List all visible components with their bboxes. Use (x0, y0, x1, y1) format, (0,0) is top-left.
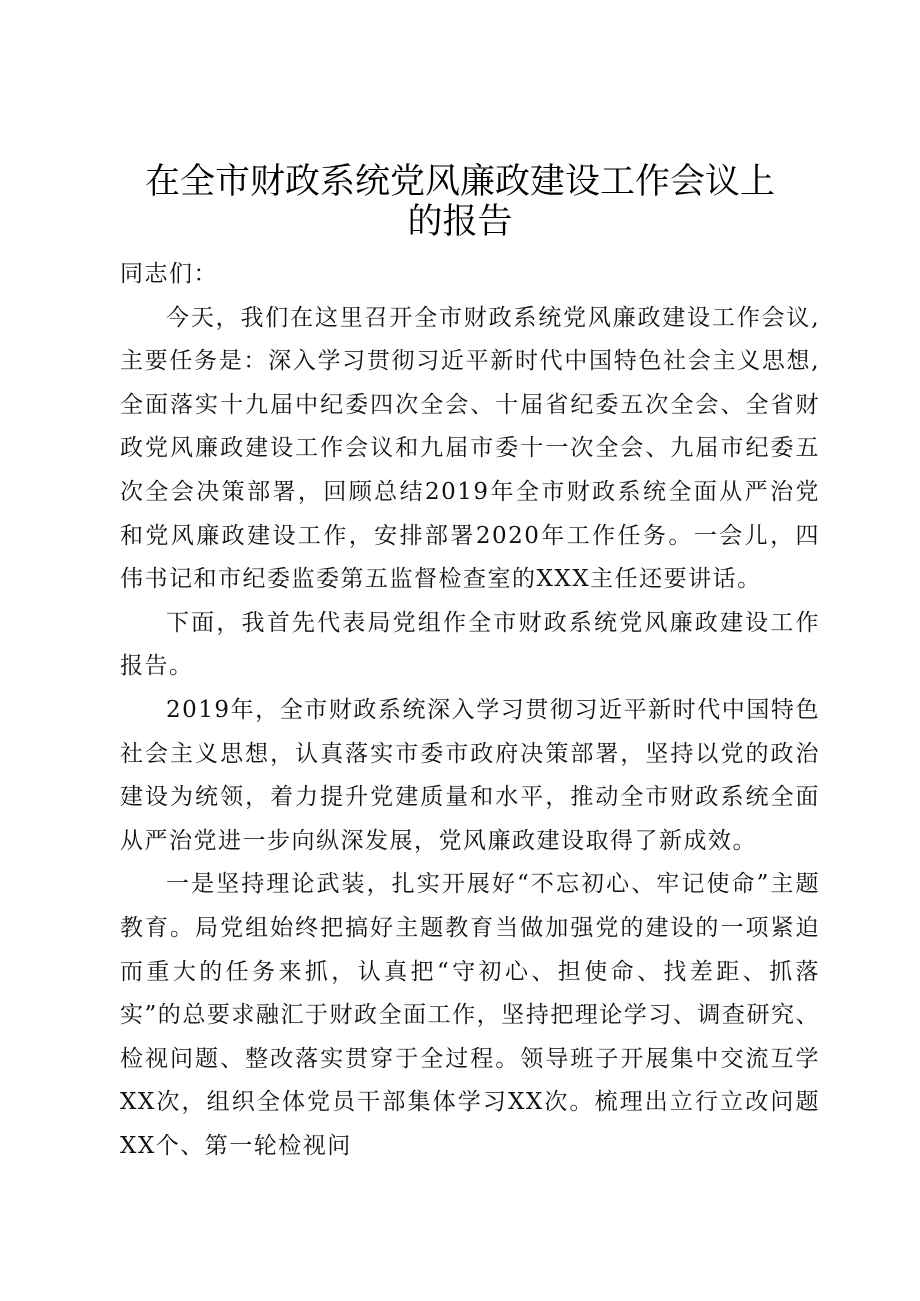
document-body (120, 253, 820, 1168)
paragraph-theory-education: 一是坚持理论武装，扎实开展好“不忘初心、牢记使命”主题教育。局党组始终把搞好主题教育当做加强党的建设的一项紧迫而重大的任务来抓，认真把“守初心、担使命、找差距、抓落实”的总要求融汇于财政全面工作，坚持把理论学习、调查研究、检视问题、整改落实贯穿于全过程。领导班子开展集中交流互学XX次，组织全体党员干部集体学习XX次。梳理出立行立改问题XX个、第一轮检视问 (120, 871, 820, 1159)
paragraph-report-intro: 下面，我首先代表局党组作全市财政系统党风廉政建设工作报告。 (120, 609, 820, 680)
document-title: 在全市财政系统党风廉政建设工作会议上的报告 (144, 162, 775, 242)
salutation: 同志们： (120, 261, 218, 287)
paragraph-opening: 今天，我们在这里召开全市财政系统党风廉政建设工作会议,主要任务是：深入学习贯彻习近平新时代中国特色社会主义思想,全面落实十九届中纪委四次全会、十届省纪委五次全会、全省财政党风廉政建设工作会议和九届市委十一次全会、九届市纪委五次全会决策部署，回顾总结2019年全市财政系统全面从严治党和党风廉政建设工作，安排部署2020年工作任务。一会儿，四伟书记和市纪委监委第五监督检查室的XXX主任还要讲话。 (120, 304, 820, 593)
paragraph-2019-summary: 2019年，全市财政系统深入学习贯彻习近平新时代中国特色社会主义思想，认真落实市委市政府决策部署，坚持以党的政治建设为统领，着力提升党建质量和水平，推动全市财政系统全面从严治党进一步向纵深发展，党风廉政建设取得了新成效。 (120, 696, 820, 854)
